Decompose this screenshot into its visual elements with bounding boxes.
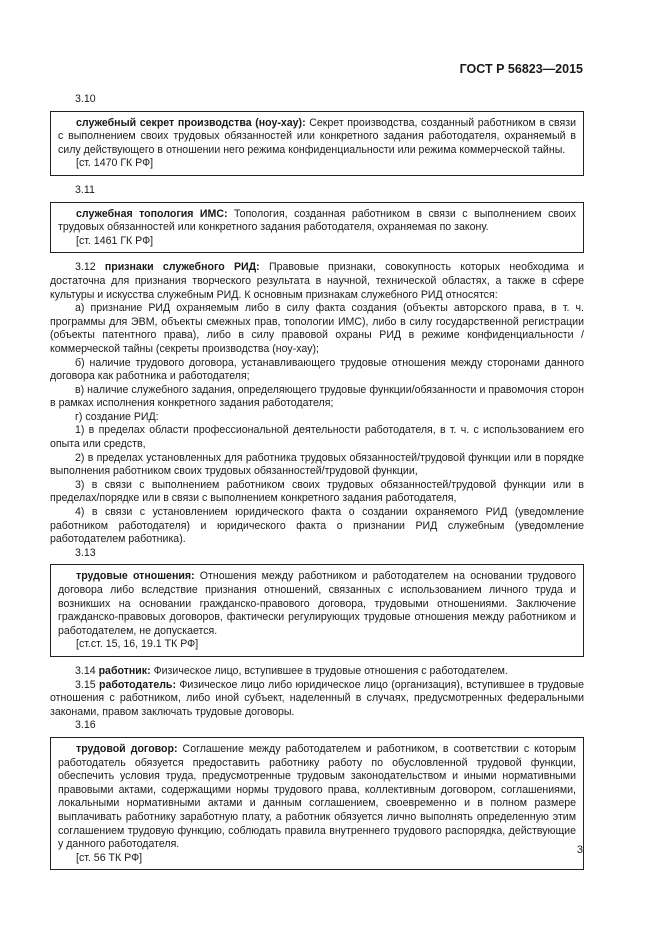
definition: Топология, созданная работником в связи с выполнением своих трудовых обязанностей или конкретного задания работодателя, охраняемая по закону. bbox=[58, 207, 576, 234]
definition: Физическое лицо либо юридическое лицо (организация), вступившее в трудовые отношения с работником, либо иной субъект, наделенный в случаях, предусмотренных федеральными законами, правом заключать трудовые договоры. bbox=[50, 678, 584, 718]
list-item: 1) в пределах области профессиональной деятельности работодателя, в т. ч. с использованием его опыта или средств, bbox=[50, 424, 584, 451]
reference: [ст. 1470 ГК РФ] bbox=[76, 157, 154, 170]
term: признаки служебного РИД: bbox=[104, 261, 260, 274]
entry-number: 3.16 bbox=[75, 719, 96, 732]
entry-number: 3.15 bbox=[75, 678, 96, 691]
definition: Физическое лицо, вступившее в трудовые отношения с работодателем. bbox=[150, 664, 508, 677]
entry-3-14 bbox=[50, 665, 584, 679]
list-item: а) признание РИД охраняемым либо в силу факта создания (объекты авторского права, в т. ч. программы для ЭВМ, объекты смежных прав, топологии ИМС), либо в силу государственной регистрации (объекты патентного права), либо в силу правовой охраны РИД в режиме конфиденциальности /коммерческой тайны (секреты производства (ноу-хау); bbox=[50, 302, 584, 355]
definition: Отношения между работником и работодателем на основании трудового договора либо вследствие признания отношений, связанных с использованием личного труда и возникших на основании гражданско-правового договора, трудовыми отношениями. Заключение гражданско-правовых договоров, фактически регулирующих трудовые отношения между работником и работодателем, не допускается. bbox=[58, 570, 576, 637]
term: служебный секрет производства (ноу-хау): bbox=[76, 116, 306, 129]
definition-box-3-13 bbox=[50, 564, 584, 657]
definition-box-3-16 bbox=[50, 737, 584, 870]
entry-number: 3.14 bbox=[75, 664, 96, 677]
term: служебная топология ИМС: bbox=[76, 207, 228, 220]
standard-designation: ГОСТ Р 56823—2015 bbox=[459, 62, 583, 76]
entry-number: 3.13 bbox=[75, 546, 96, 559]
term: трудовой договор: bbox=[76, 742, 178, 755]
reference: [ст.ст. 15, 16, 19.1 ТК РФ] bbox=[76, 638, 199, 651]
list-item: 3) в связи с выполнением работником своих трудовых обязанностей/трудовой функции или в пределах/порядке или в связи с выполнением конкретного задания работодателя, bbox=[50, 478, 584, 505]
list-item: б) наличие трудового договора, устанавливающего трудовые отношения между сторонами данного договора как работника и работодателя; bbox=[50, 356, 584, 383]
page-number: 3 bbox=[576, 844, 583, 856]
entry-3-15 bbox=[50, 679, 584, 720]
list-item: 4) в связи с установлением юридического факта о создании охраняемого РИД (уведомление работником работодателя) и юридического факта о признании РИД служебным (уведомление работодателем работника). bbox=[50, 506, 584, 546]
definition-box-3-11 bbox=[50, 202, 584, 254]
entry-number: 3.12 bbox=[75, 261, 96, 274]
definition-box-3-10 bbox=[50, 111, 584, 176]
reference: [ст. 1461 ГК РФ] bbox=[76, 234, 154, 247]
document-body bbox=[50, 93, 584, 878]
definition: Правовые признаки, совокупность которых необходима и достаточна для признания творческого результата в научной, технической областях, а также в сфере культуры и искусства служебным РИД. К основным признакам служебного РИД относятся: bbox=[50, 261, 584, 301]
definition: Соглашение между работодателем и работником, в соответствии с которым работодатель обязуется предоставить работнику работу по обусловленной трудовой функции, обеспечить условия труда, предусмотренные трудовым законодательством и иными нормативными правовыми актами, содержащими нормы трудового права, коллективным договором, соглашениями, локальными нормативными актами и данным соглашением, своевременно и в полном размере выплачивать работнику заработную плату, а работник обязуется лично выполнять определенную этим соглашением трудовую функцию, соблюдать правила внутреннего трудового распорядка, действующие у данного работодателя. bbox=[58, 742, 576, 851]
entry-number: 3.10 bbox=[75, 93, 96, 105]
term: трудовые отношения: bbox=[76, 570, 195, 583]
definition: Секрет производства, созданный работником в связи с выполнением своих трудовых обязанностей или конкретного задания работодателя, охраняемый в силу действующего в отношении него режима конфиденциальности или режима коммерческой тайны. bbox=[58, 116, 576, 156]
term: работодатель: bbox=[99, 678, 176, 691]
term: работник: bbox=[98, 664, 151, 677]
list-item: в) наличие служебного задания, определяющего трудовые функции/обязанности и правомочия сторон в рамках исполнения конкретного задания работодателя; bbox=[50, 383, 584, 410]
reference: [ст. 56 ТК РФ] bbox=[76, 851, 143, 864]
list-item: г) создание РИД: bbox=[75, 410, 159, 423]
entry-number: 3.11 bbox=[75, 183, 95, 196]
list-item: 2) в пределах установленных для работника трудовых обязанностей/трудовой функции или в порядке выполнения работником своих трудовых обязанностей/трудовой функции, bbox=[50, 451, 584, 478]
entry-3-12 bbox=[50, 261, 584, 302]
